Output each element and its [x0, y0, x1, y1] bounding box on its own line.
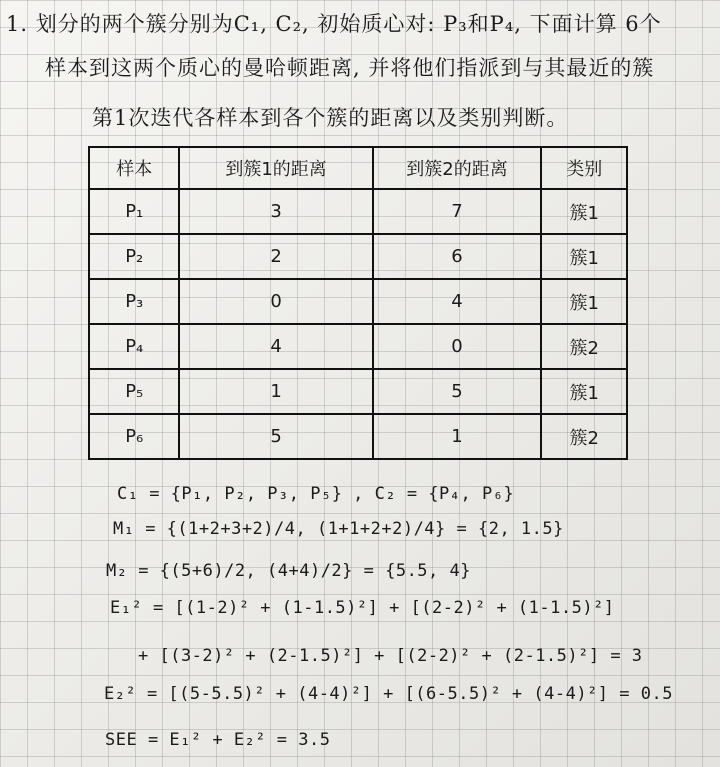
table-row: [89, 414, 627, 459]
cell-class: 簇1: [541, 279, 627, 324]
table-header-row: [89, 147, 627, 189]
cell-sample: P₂: [89, 234, 179, 279]
error-e2-equation: E₂² = [(5-5.5)² + (4-4)²] + [(6-5.5)² + (4-4)²] = 0.5: [104, 684, 673, 704]
cluster-assignment-equation: C₁ = {P₁, P₂, P₃, P₅} , C₂ = {P₄, P₆}: [117, 484, 515, 504]
cell-class: 簇1: [541, 234, 627, 279]
cell-dist1: 1: [179, 369, 372, 414]
table-row: [89, 324, 627, 369]
cell-sample: P₃: [89, 279, 179, 324]
cell-sample: P₅: [89, 369, 179, 414]
see-total-equation: SEE = E₁² + E₂² = 3.5: [105, 730, 331, 750]
cell-dist2: 7: [373, 189, 542, 234]
problem-line-2: 样本到这两个质心的曼哈顿距离, 并将他们指派到与其最近的簇: [45, 56, 655, 80]
header-sample: 样本: [89, 147, 179, 189]
cell-sample: P₆: [89, 414, 179, 459]
cell-class: 簇2: [541, 324, 627, 369]
cell-dist1: 4: [179, 324, 372, 369]
cell-class: 簇2: [541, 414, 627, 459]
cell-dist1: 5: [179, 414, 372, 459]
table-row: [89, 189, 627, 234]
cell-dist2: 4: [373, 279, 542, 324]
cell-sample: P₄: [89, 324, 179, 369]
problem-line-3: 第1次迭代各样本到各个簇的距离以及类别判断。: [92, 106, 569, 130]
header-class: 类别: [541, 147, 627, 189]
cell-class: 簇1: [541, 369, 627, 414]
table-row: [89, 279, 627, 324]
table-row: [89, 234, 627, 279]
header-dist-cluster2: 到簇2的距离: [373, 147, 542, 189]
centroid-m2-equation: M₂ = {(5+6)/2, (4+4)/2} = {5.5, 4}: [106, 561, 471, 581]
cell-dist2: 1: [373, 414, 542, 459]
cell-dist2: 6: [373, 234, 542, 279]
cell-dist1: 2: [179, 234, 372, 279]
cell-dist1: 3: [179, 189, 372, 234]
distance-table: [88, 146, 628, 460]
cell-dist2: 5: [373, 369, 542, 414]
cell-dist2: 0: [373, 324, 542, 369]
cell-dist1: 0: [179, 279, 372, 324]
problem-line-1: 1. 划分的两个簇分别为C₁, C₂, 初始质心对: P₃和P₄, 下面计算 6个: [6, 12, 662, 36]
table-row: [89, 369, 627, 414]
centroid-m1-equation: M₁ = {(1+2+3+2)/4, (1+1+2+2)/4} = {2, 1.5}: [113, 519, 564, 539]
cell-class: 簇1: [541, 189, 627, 234]
header-dist-cluster1: 到簇1的距离: [179, 147, 372, 189]
cell-sample: P₁: [89, 189, 179, 234]
error-e1-equation-part2: + [(3-2)² + (2-1.5)²] + [(2-2)² + (2-1.5)²] = 3: [138, 646, 643, 666]
error-e1-equation-part1: E₁² = [(1-2)² + (1-1.5)²] + [(2-2)² + (1-1.5)²]: [110, 598, 615, 618]
